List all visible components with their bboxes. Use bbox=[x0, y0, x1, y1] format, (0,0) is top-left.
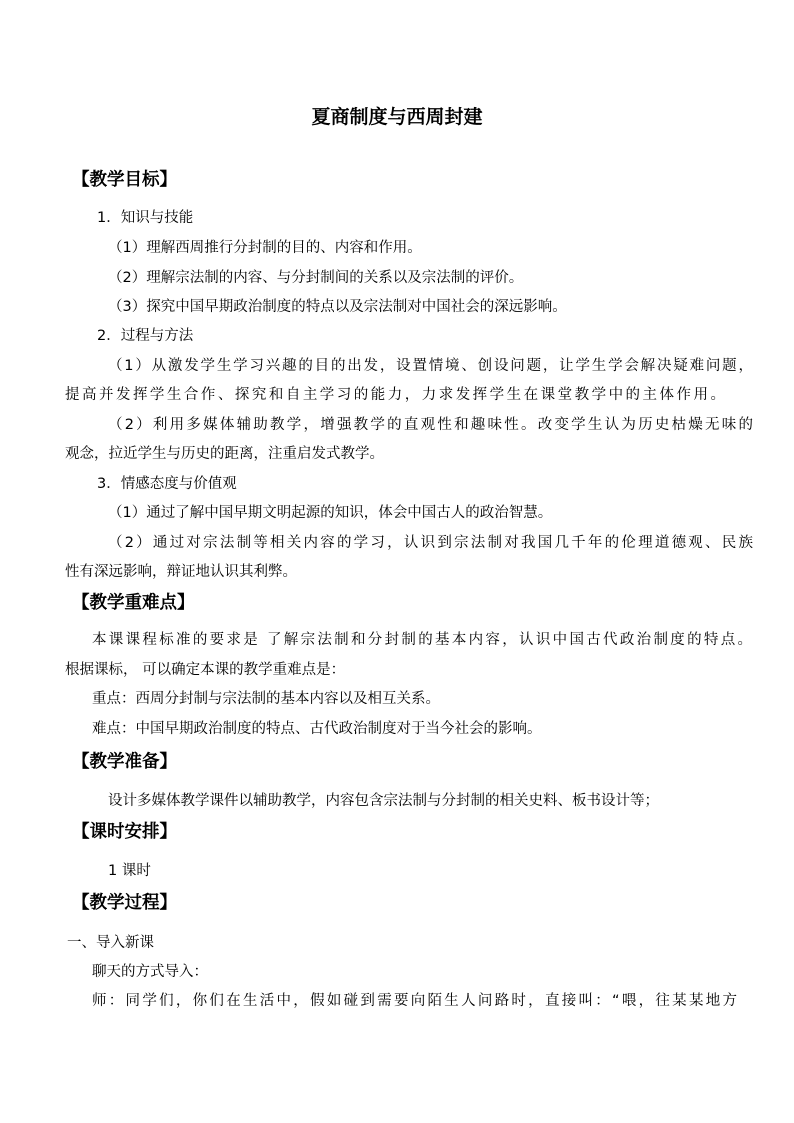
goals-item3-p1: （1）通过了解中国早期文明起源的知识，体会中国古人的政治智慧。 bbox=[108, 505, 553, 521]
schedule-text: 1 课时 bbox=[108, 863, 151, 879]
section-heading-key-points: 【教学重难点】 bbox=[72, 593, 195, 613]
section-heading-schedule: 【课时安排】 bbox=[72, 822, 177, 842]
goals-item1-line-1: （1）理解西周推行分封制的目的、内容和作用。 bbox=[108, 240, 422, 256]
goals-item2-p2-line-1: （2）利用多媒体辅助教学，增强教学的直观性和趣味性。改变学生认为历史枯燥无味的 bbox=[108, 417, 753, 433]
goals-item2-title: 2．过程与方法 bbox=[97, 328, 194, 344]
goals-item3-p2-line-1: （2）通过对宗法制等相关内容的学习，认识到宗法制对我国几千年的伦理道德观、民族 bbox=[108, 535, 753, 551]
goals-item3-p2-line-2: 性有深远影响，辩证地认识其利弊。 bbox=[65, 564, 297, 580]
document-title: 夏商制度与西周封建 bbox=[311, 106, 483, 128]
preparation-text: 设计多媒体教学课件以辅助教学，内容包含宗法制与分封制的相关史料、板书设计等； bbox=[108, 793, 659, 809]
goals-item1-line-2: （2）理解宗法制的内容、与分封制间的关系以及宗法制的评价。 bbox=[108, 270, 524, 286]
key-points-intro-line-1: 本课课程标准的要求是 了解宗法制和分封制的基本内容，认识中国古代政治制度的特点。 bbox=[92, 632, 752, 648]
key-points-intro-line-2: 根据课标， 可以确定本课的教学重难点是： bbox=[65, 662, 346, 678]
key-point-text: 重点：西周分封制与宗法制的基本内容以及相互关系。 bbox=[92, 691, 440, 707]
goals-item2-p1-line-1: （1）从激发学生学习兴趣的目的出发，设置情境、创设问题，让学生学会解决疑难问题， bbox=[108, 358, 753, 374]
process-step-1-dialog: 师：同学们，你们在生活中，假如碰到需要向陌生人问路时，直接叫：“喂，往某某地方 bbox=[92, 993, 737, 1009]
process-step-1-text: 聊天的方式导入： bbox=[92, 964, 208, 980]
goals-item1-title: 1．知识与技能 bbox=[97, 210, 194, 226]
section-heading-preparation: 【教学准备】 bbox=[72, 752, 177, 772]
goals-item3-title: 3．情感态度与价值观 bbox=[97, 476, 237, 492]
process-step-1-title: 一、导入新课 bbox=[67, 935, 154, 951]
difficult-point-text: 难点：中国早期政治制度的特点、古代政治制度对于当今社会的影响。 bbox=[92, 721, 542, 737]
goals-item2-p1-line-2: 提高并发挥学生合作、探究和自主学习的能力，力求发挥学生在课堂教学中的主体作用。 bbox=[65, 387, 725, 403]
goals-item1-line-3: （3）探究中国早期政治制度的特点以及宗法制对中国社会的深远影响。 bbox=[108, 299, 567, 315]
goals-item2-p2-line-2: 观念，拉近学生与历史的距离，注重启发式教学。 bbox=[65, 446, 384, 462]
section-heading-process: 【教学过程】 bbox=[72, 893, 177, 913]
section-heading-goals: 【教学目标】 bbox=[72, 170, 177, 190]
